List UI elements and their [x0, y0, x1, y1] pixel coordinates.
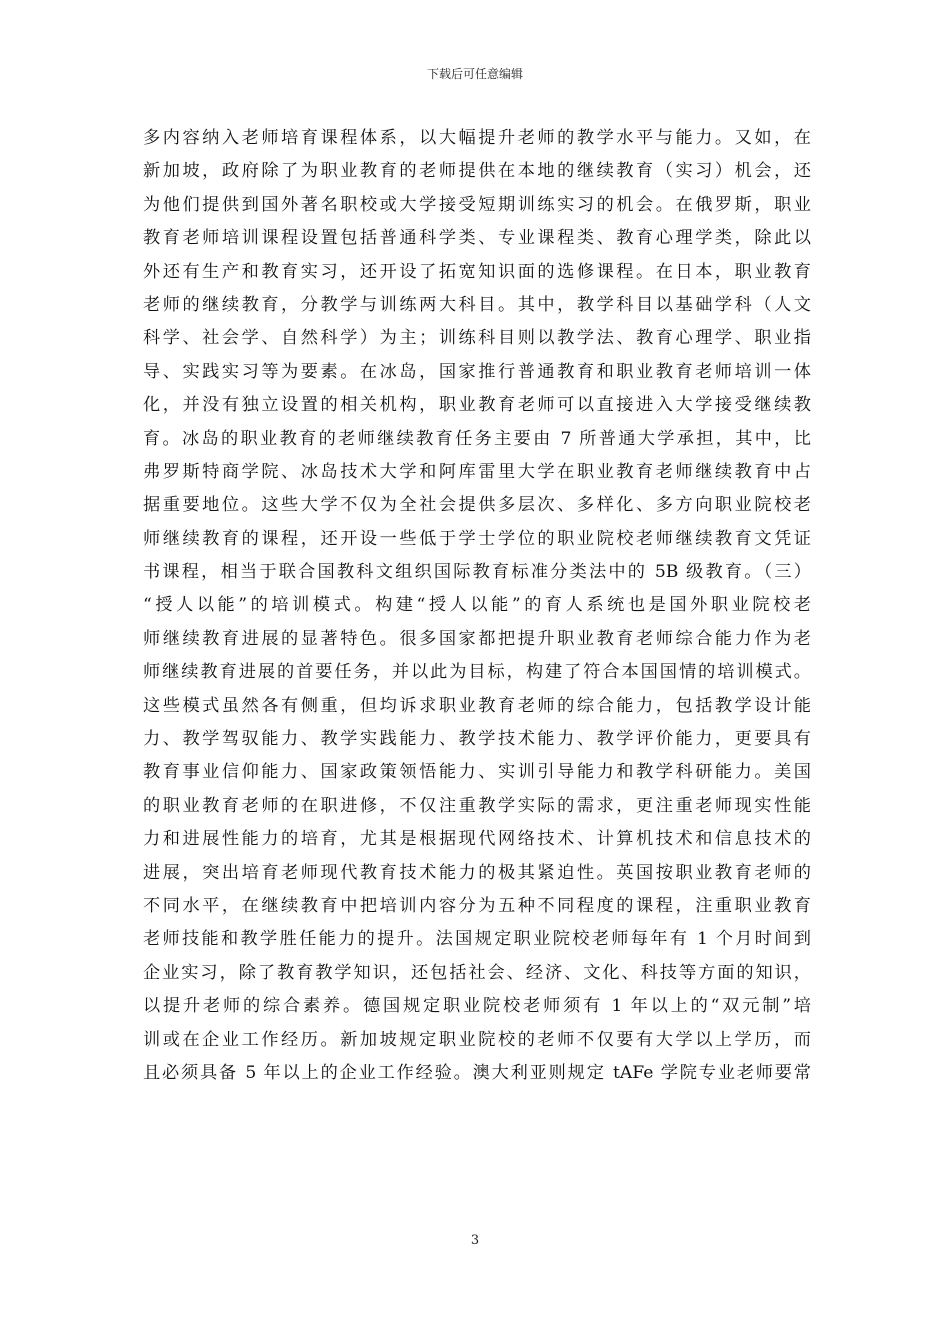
body-line: 新加坡，政府除了为职业教育的老师提供在本地的继续教育（实习）机会，还 [143, 161, 811, 182]
page-number: 3 [470, 1233, 480, 1248]
body-line: 进展，突出培育老师现代教育技术能力的极其紧迫性。英国按职业教育老师的 [143, 862, 811, 883]
body-line: 为他们提供到国外著名职校或大学接受短期训练实习的机会。在俄罗斯，职业 [143, 194, 811, 215]
body-line: 的职业教育老师的在职进修，不仅注重教学实际的需求，更注重老师现实性能 [143, 795, 811, 816]
body-line: 书课程，相当于联合国教科文组织国际教育标准分类法中的 5B 级教育。（三） [143, 562, 811, 583]
body-text [143, 122, 811, 1090]
body-line: 老师的继续教育，分教学与训练两大科目。其中，教学科目以基础学科（人文 [143, 294, 811, 315]
body-line: 企业实习，除了教育教学知识，还包括社会、经济、文化、科技等方面的知识， [143, 962, 811, 983]
body-line: 导、实践实习等为要素。在冰岛，国家推行普通教育和职业教育老师培训一体 [143, 361, 811, 382]
body-line: 教育事业信仰能力、国家政策领悟能力、实训引导能力和教学科研能力。美国 [143, 762, 811, 783]
body-line: 据重要地位。这些大学不仅为全社会提供多层次、多样化、多方向职业院校老 [143, 495, 811, 516]
body-line: 训或在企业工作经历。新加坡规定职业院校的老师不仅要有大学以上学历，而 [143, 1029, 811, 1050]
body-line: 育。冰岛的职业教育的老师继续教育任务主要由 7 所普通大学承担，其中，比 [143, 428, 811, 449]
body-line: 多内容纳入老师培育课程体系，以大幅提升老师的教学水平与能力。又如，在 [143, 128, 811, 148]
body-line: 力、教学驾驭能力、教学实践能力、教学技术能力、教学评价能力，更要具有 [143, 729, 811, 750]
body-line: “授人以能”的培训模式。构建“授人以能”的育人系统也是国外职业院校老 [143, 595, 811, 616]
body-line: 不同水平，在继续教育中把培训内容分为五种不同程度的课程，注重职业教育 [143, 895, 811, 916]
body-line: 这些模式虽然各有侧重，但均诉求职业教育老师的综合能力，包括教学设计能 [143, 695, 811, 716]
body-line: 老师技能和教学胜任能力的提升。法国规定职业院校老师每年有 1 个月时间到 [143, 929, 811, 950]
body-line: 师继续教育的课程，还开设一些低于学士学位的职业院校老师继续教育文凭证 [143, 528, 811, 549]
body-line: 弗罗斯特商学院、冰岛技术大学和阿库雷里大学在职业教育老师继续教育中占 [143, 461, 811, 482]
body-line: 教育老师培训课程设置包括普通科学类、专业课程类、教育心理学类，除此以 [143, 228, 811, 249]
body-line: 外还有生产和教育实习，还开设了拓宽知识面的选修课程。在日本，职业教育 [143, 261, 811, 282]
body-line: 以提升老师的综合素养。德国规定职业院校老师须有 1 年以上的“双元制”培 [143, 996, 811, 1017]
body-line: 且必须具备 5 年以上的企业工作经验。澳大利亚则规定 tAFe 学院专业老师要常 [143, 1062, 811, 1083]
body-line: 科学、社会学、自然科学）为主；训练科目则以教学法、教育心理学、职业指 [143, 328, 811, 349]
body-line: 师继续教育进展的首要任务，并以此为目标，构建了符合本国国情的培训模式。 [143, 662, 811, 683]
body-line: 力和进展性能力的培育，尤其是根据现代网络技术、计算机技术和信息技术的 [143, 829, 811, 850]
body-line: 师继续教育进展的显著特色。很多国家都把提升职业教育老师综合能力作为老 [143, 628, 811, 649]
page-header: 下载后可任意编辑 [426, 67, 523, 81]
body-line: 化，并没有独立设置的相关机构，职业教育老师可以直接进入大学接受继续教 [143, 395, 811, 416]
